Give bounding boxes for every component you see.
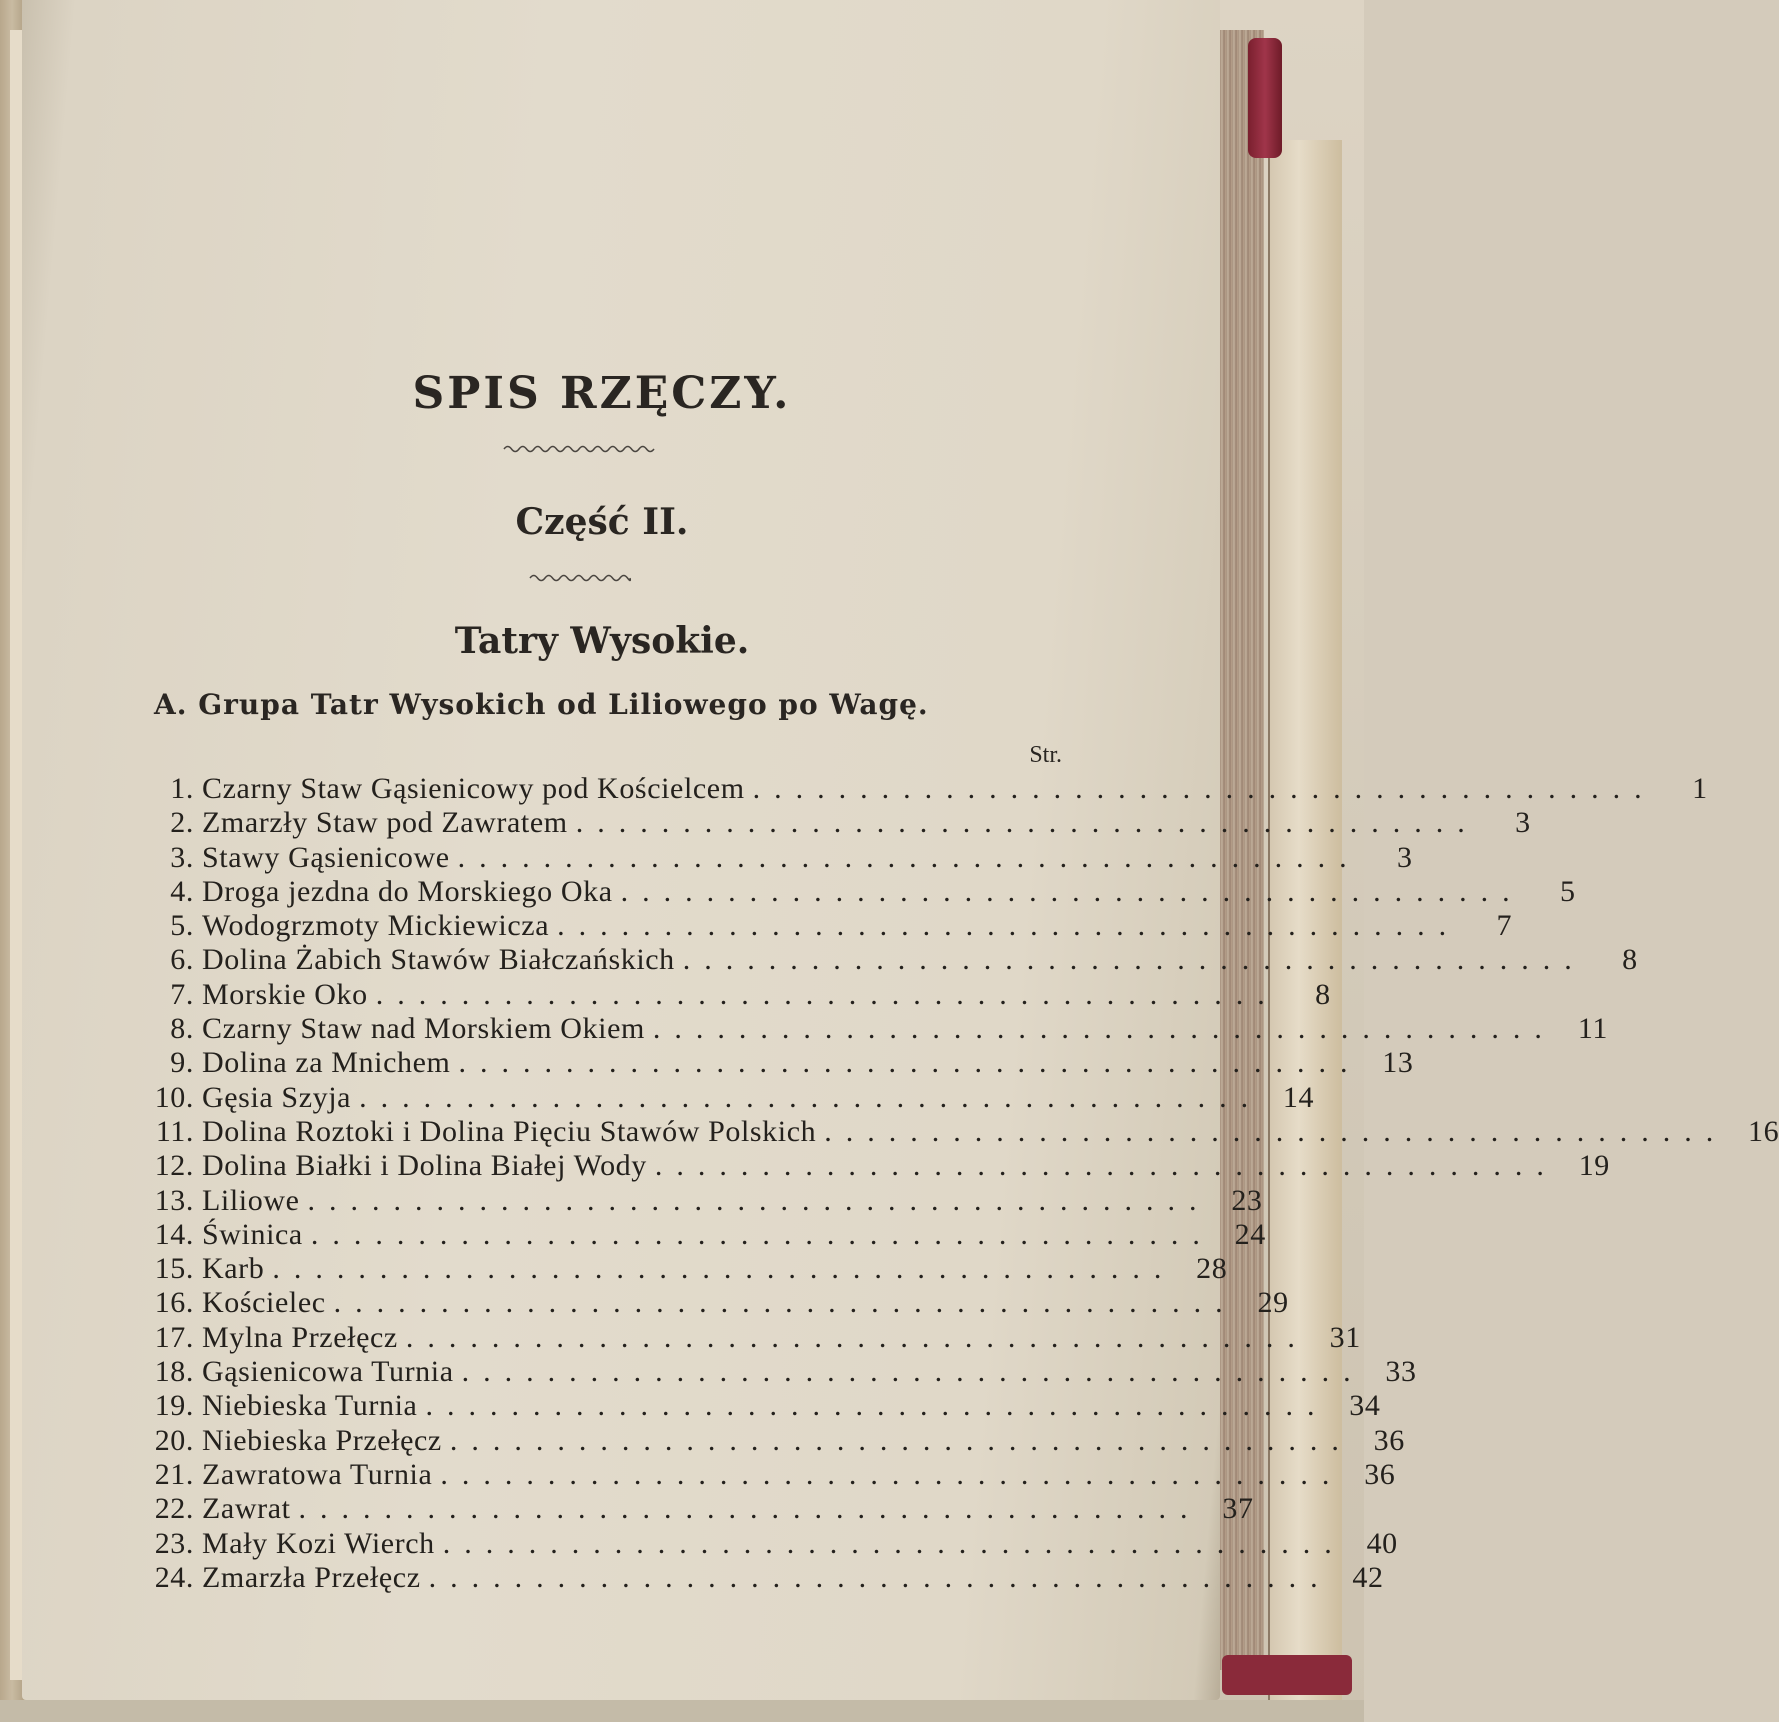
entry-number: 3. (170, 840, 194, 874)
entry-number: 20. (154, 1423, 194, 1457)
toc-entry (142, 840, 1413, 875)
entry-page: 33 (1385, 1355, 1417, 1389)
entry-number: 17. (154, 1320, 194, 1354)
entry-page: 3 (1515, 806, 1531, 840)
leader-dots: .......................................... (405, 1320, 1309, 1354)
toc-entry (142, 1526, 1398, 1561)
toc-entry (142, 943, 1638, 977)
entry-page: 8 (1315, 977, 1331, 1011)
toc-entry (142, 1355, 1417, 1389)
toc-entry (142, 1560, 1384, 1595)
toc-entry (142, 1080, 1315, 1115)
leader-dots: .......................................... (457, 840, 1361, 874)
entry-title: Liliowe (202, 1183, 300, 1217)
entry-number: 10. (154, 1080, 194, 1114)
entry-page: 5 (1560, 874, 1576, 908)
entry-title: Wodogrzmoty Mickiewicza (202, 909, 550, 943)
entry-number: 9. (170, 1046, 194, 1080)
leader-dots: .......................................... (375, 977, 1279, 1011)
entry-title: Kościelec (202, 1286, 326, 1320)
entry-page: 11 (1577, 1012, 1608, 1046)
leader-dots: .......................................... (458, 1046, 1362, 1080)
page-column-label: Str. (1029, 742, 1062, 768)
entry-title: Morskie Oko (202, 977, 368, 1011)
entry-number: 11. (155, 1114, 194, 1148)
entry-number: 24. (154, 1560, 194, 1594)
entry-title: Niebieska Turnia (202, 1389, 418, 1423)
region-heading: Tatry Wysokie. (454, 620, 750, 662)
entry-number: 15. (154, 1252, 194, 1286)
entry-page: 14 (1282, 1080, 1315, 1114)
ornament-divider (504, 444, 654, 454)
entry-number: 4. (170, 874, 194, 908)
entry-number: 5. (170, 909, 194, 943)
toc-entry (142, 874, 1576, 909)
entry-number: 18. (154, 1355, 194, 1389)
leader-dots: .......................................... (333, 1286, 1237, 1320)
entry-number: 19. (154, 1389, 194, 1423)
entry-title: Dolina Białki i Dolina Białej Wody (202, 1149, 647, 1183)
entry-title: Dolina Roztoki i Dolina Pięciu Stawów Polskich (202, 1114, 817, 1148)
leader-dots: .......................................... (272, 1252, 1176, 1286)
leader-dots: .......................................... (752, 772, 1656, 805)
leader-dots: .......................................... (575, 806, 1479, 840)
entry-title: Stawy Gąsienicowe (202, 840, 450, 874)
entry-number: 8. (170, 1012, 194, 1046)
entry-page: 19 (1578, 1149, 1610, 1183)
ornament-divider (530, 573, 630, 583)
entry-page: 31 (1329, 1320, 1361, 1354)
leader-dots: .......................................... (824, 1114, 1728, 1148)
table-of-contents (142, 772, 1779, 1595)
leader-dots: .......................................... (442, 1526, 1346, 1560)
leader-dots: .......................................... (620, 874, 1524, 908)
toc-entry (142, 977, 1331, 1012)
toc-entry (142, 1183, 1263, 1218)
entry-number: 22. (154, 1492, 194, 1526)
entry-title: Niebieska Przełęcz (202, 1423, 442, 1457)
entry-title: Dolina za Mnichem (202, 1046, 451, 1080)
toc-entry (142, 806, 1531, 840)
toc-entry (142, 1389, 1381, 1423)
entry-page: 16 (1748, 1114, 1779, 1148)
part-heading: Część II. (515, 501, 689, 543)
toc-entry (142, 1492, 1254, 1526)
entry-page: 8 (1622, 943, 1638, 977)
toc-entry (142, 909, 1513, 943)
entry-page: 24 (1234, 1217, 1266, 1251)
entry-page: 42 (1352, 1560, 1384, 1594)
toc-entry (142, 1286, 1289, 1320)
entry-title: Zawratowa Turnia (202, 1457, 433, 1491)
entry-title: Droga jezdna do Morskiego Oka (202, 874, 613, 908)
leader-dots: .......................................... (654, 1149, 1558, 1183)
entry-page: 34 (1349, 1389, 1381, 1423)
entry-page: 40 (1366, 1526, 1398, 1560)
leader-dots: .......................................... (310, 1217, 1214, 1251)
toc-entry (142, 1252, 1228, 1286)
leader-dots: .......................................... (449, 1423, 1353, 1457)
toc-entry (142, 1012, 1608, 1046)
group-heading: A. Grupa Tatr Wysokich od Liliowego po Wagę. (154, 688, 929, 721)
entry-title: Mały Kozi Wierch (202, 1526, 435, 1560)
toc-entry (142, 1320, 1361, 1355)
entry-number: 13. (154, 1183, 194, 1217)
entry-number: 12. (154, 1149, 194, 1183)
book-cover-corner (1222, 1655, 1352, 1695)
entry-title: Mylna Przełęcz (202, 1320, 398, 1354)
entry-title: Zawrat (202, 1492, 291, 1526)
leader-dots: .......................................... (428, 1560, 1332, 1594)
entry-title: Zmarzła Przełęcz (202, 1560, 421, 1594)
entry-page: 36 (1364, 1457, 1396, 1491)
toc-entry (142, 772, 1708, 806)
toc-entry (142, 1457, 1396, 1492)
entry-number: 23. (154, 1526, 194, 1560)
entry-number: 1. (170, 772, 194, 805)
entry-number: 2. (170, 806, 194, 840)
entry-title: Gąsienicowa Turnia (202, 1355, 454, 1389)
leader-dots: .......................................... (307, 1183, 1211, 1217)
entry-title: Gęsia Szyja (202, 1080, 352, 1114)
leader-dots: .......................................... (682, 943, 1586, 977)
entry-page: 36 (1373, 1423, 1405, 1457)
entry-page: 7 (1496, 909, 1513, 943)
entry-title: Karb (202, 1252, 265, 1286)
entry-number: 7. (170, 977, 194, 1011)
entry-page: 37 (1222, 1492, 1254, 1526)
bookmark-ribbon (1248, 38, 1282, 158)
leader-dots: .......................................... (557, 909, 1461, 943)
page-title: SPIS RZĘCZY. (412, 368, 792, 419)
entry-page: 13 (1382, 1046, 1414, 1080)
entry-title: Czarny Staw Gąsienicowy pod Kościelcem (202, 772, 745, 805)
leader-dots: .......................................... (359, 1080, 1263, 1114)
leader-dots: .......................................... (652, 1012, 1556, 1046)
toc-entry (142, 1046, 1414, 1080)
entry-number: 6. (170, 943, 194, 977)
toc-entry (142, 1423, 1405, 1458)
entry-page: 1 (1692, 772, 1708, 805)
entry-title: Zmarzły Staw pod Zawratem (202, 806, 568, 840)
toc-entry (142, 1149, 1610, 1183)
entry-number: 16. (154, 1286, 194, 1320)
entry-number: 14. (154, 1217, 194, 1251)
toc-entry (142, 1114, 1779, 1149)
entry-title: Czarny Staw nad Morskiem Okiem (202, 1012, 645, 1046)
entry-page: 28 (1196, 1252, 1228, 1286)
entry-page: 23 (1231, 1183, 1263, 1217)
entry-title: Dolina Żabich Stawów Białczańskich (202, 943, 675, 977)
book-page (22, 0, 1779, 1700)
entry-page: 3 (1397, 840, 1413, 874)
entry-page: 29 (1257, 1286, 1289, 1320)
entry-title: Świnica (202, 1217, 303, 1251)
toc-entry (142, 1217, 1266, 1252)
leader-dots: .......................................... (461, 1355, 1365, 1389)
leader-dots: .......................................... (298, 1492, 1202, 1526)
leader-dots: .......................................... (440, 1457, 1344, 1491)
table-surface (0, 1700, 1364, 1722)
leader-dots: .......................................... (425, 1389, 1329, 1423)
entry-number: 21. (154, 1457, 194, 1491)
